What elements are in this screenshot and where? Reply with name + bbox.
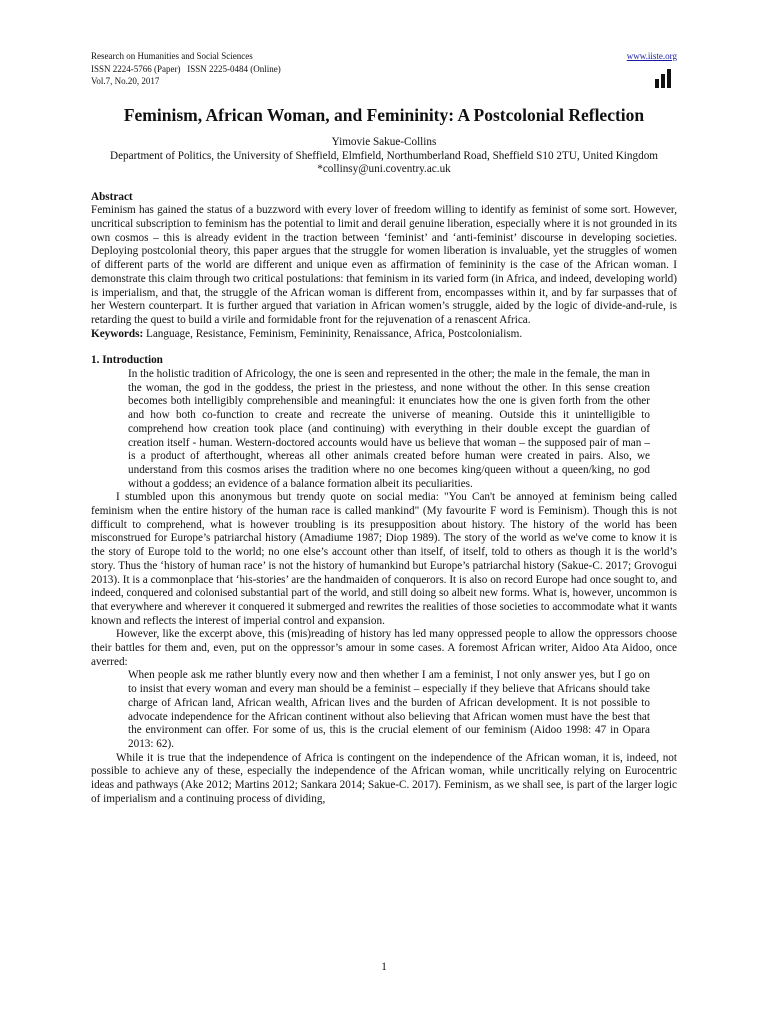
abstract-heading: Abstract — [91, 190, 133, 203]
abstract-text: Feminism has gained the status of a buzzword with every lover of freedom willing to identify as feminist of some sort. However, uncritical subscription to feminism has the potential to limit and derail genuine liberation, especially where it is not grounded in its own cosmos – this is already evident in the traction between ‘feminist’ and ‘anti-feminist’ discourse in developing societies. Deploying postcolonial theory, this paper argues that the struggle for women liberation is invaluable, yet the struggles of women of different parts of the world are different and unique even as affirmation of femininity is the case of the African woman. I demonstrate this claim through two critical postulations: that feminism in its varied form (in Africa, and indeed, developing world) is imperialism, and that, the struggle of the African woman is different from, encompasses within it, and by far surpasses that of her Western counterpart. It is further argued that variation in African women’s struggle, aided by the logic of divide-and-rule, is retarding the quest to build a virile and formidable front for the rejuvenation of a renascent Africa. — [91, 204, 677, 326]
website-link[interactable]: www.iiste.org — [626, 51, 677, 61]
introduction-heading: 1. Introduction — [91, 354, 163, 367]
journal-links — [627, 50, 677, 91]
paper-page — [91, 50, 677, 807]
keywords-label: Keywords: — [91, 327, 144, 340]
intro-quote-1: In the holistic tradition of Africology, the one is seen and represented in the other; the male in the female, the man in the woman, the god in the goddess, the priest in the priestess, and none without the other. In this sense creation becomes both intelligibly comprehensible and meaningful: it enunciates how the one is given forth from the other and how both co-function to create and recreate the universe of meaning. Outside this it unintelligible to comprehend how creation took place (and continuing) with everything in their double except the guardian of creation itself - human. Western-doctored accounts would have us believe that woman – the supposed pair of man – is a product of afterthought, whereas all other animals created before human were created in pairs. Also, we understand from this cosmos arises the tradition where no one becomes king/queen without a queen/king, no god without a goddess; an evidence of a balance formation albeit its peculiarities. — [128, 368, 650, 490]
intro-quote-2: When people ask me rather bluntly every now and then whether I am a feminist, I not only answer yes, but I go on to insist that every woman and every man should be a feminist – especially if they believe that Africans should take charge of African land, African wealth, African lives and the burden of African development. It is not possible to advocate independence for the African continent without also believing that African women must have the best that the environment can offer. For some of us, this is the crucial element of our feminism (Aidoo 1998: 47 in Opara 2013: 62). — [128, 669, 650, 750]
page-number: 1 — [381, 961, 387, 973]
paper-title: Feminism, African Woman, and Femininity: A Postcolonial Reflection — [123, 105, 645, 125]
intro-paragraph-3: While it is true that the independence of Africa is contingent on the independence of the African woman, it is, indeed, not possible to achieve any of these, especially the independence of the African woman, while uncritically relying on Eurocentric ideas and pathways (Ake 2012; Martins 2012; Sankara 2014; Sakue-C. 2017). Feminism, as we shall see, is part of the larger logic of imperialism and a continuing process of dividing, — [91, 751, 677, 805]
keywords-list: Language, Resistance, Feminism, Femininity, Renaissance, Africa, Postcolonialism. — [143, 327, 523, 340]
author-email: *collinsy@uni.coventry.ac.uk — [317, 163, 451, 176]
intro-paragraph-2: However, like the excerpt above, this (mis)reading of history has led many oppressed people to allow the oppressors choose their battles for them and, even, put on the oppressor’s amour in some cases. A foremost African writer, Aidoo Ata Aidoo, once averred: — [91, 628, 677, 668]
journal-name: Research on Humanities and Social Sciences — [91, 51, 253, 61]
journal-volume: Vol.7, No.20, 2017 — [91, 76, 160, 86]
journal-header — [91, 50, 677, 94]
author-block — [91, 136, 677, 177]
author-name: Yimovie Sakue-Collins — [331, 136, 437, 148]
intro-paragraph-1: I stumbled upon this anonymous but trendy quote on social media: "You Can't be annoyed at feminism being called feminism when the entire history of the human race is called mankind" (My favourite F word is Feminism). Though this is not difficult to comprehend, what is however troubling is its presupposition about history. The history of the world has been misconstrued for Europe’s patriarchal history (Amadiume 1987; Diop 1989). The story of the world as we've come to know it is the story of Europe told to the world; no one else’s account other than itself, of itself, told to others as though it is the world’s story. Thus the ‘history of human race’ is not the history of humankind but Europe’s patriarchal history (Sakue-C. 2017; Grovogui 2013). It is a commonplace that ‘his-stories’ are the handmaiden of conquerors. It is also on record Europe had once sought to, and indeed, conquered and colonised substantial part of the world, and still doing so albeit new forms. What is, however, uncommon is that everywhere and wherever it conquered it submerged and rewrites the realities of those societies to accommodate what it wants known and reflects the interest of imperial control and expansion. — [91, 491, 677, 627]
keywords-line — [91, 328, 677, 342]
iiste-logo-icon — [653, 66, 677, 88]
author-affiliation: Department of Politics, the University of Sheffield, Elmfield, Northumberland Road, Sheffield S10 2TU, United Kingdom — [110, 149, 658, 162]
journal-info — [91, 50, 281, 88]
journal-issn: ISSN 2224-5766 (Paper) ISSN 2225-0484 (Online) — [91, 63, 281, 74]
